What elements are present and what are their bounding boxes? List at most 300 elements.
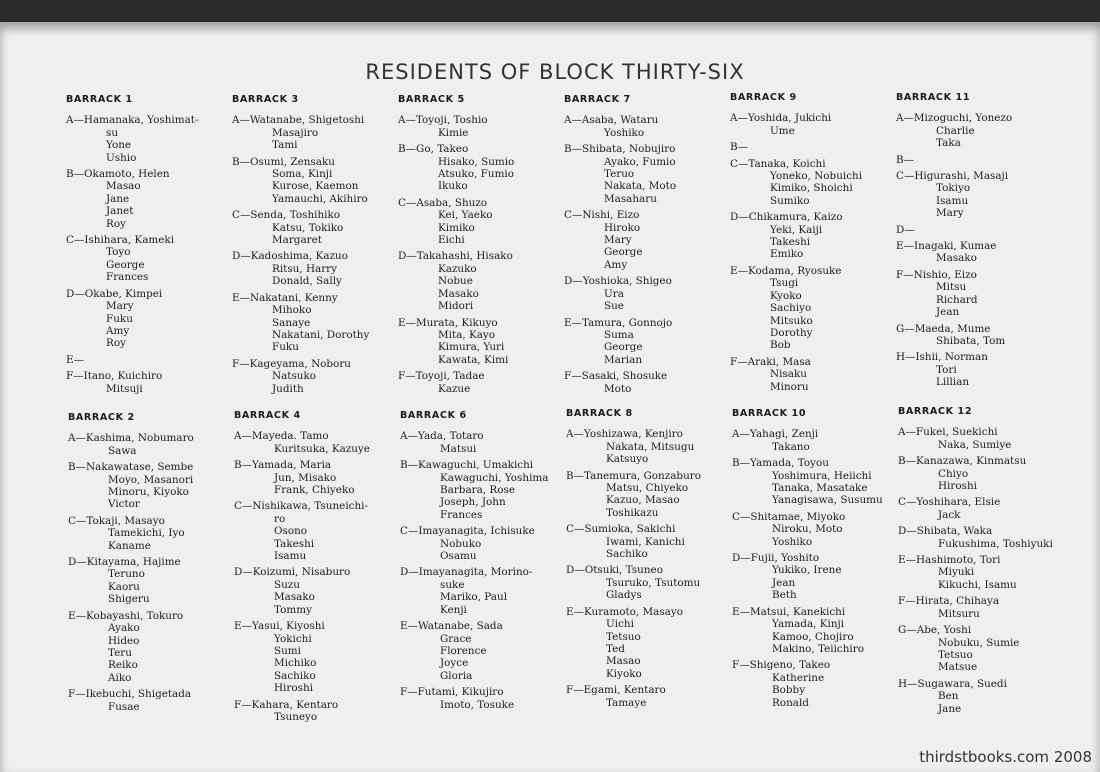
resident-name: Ted xyxy=(606,642,625,655)
room-head-name: C—Ishihara, Kameki xyxy=(66,234,175,247)
resident-name: Masako xyxy=(438,287,479,300)
resident-name: Yone xyxy=(106,139,132,152)
room-head-name: F—Futami, Kikujiro xyxy=(400,686,504,699)
room-entry xyxy=(398,197,566,247)
resident-name: George xyxy=(106,258,145,271)
room-entry xyxy=(896,323,1064,348)
room-head-name: D—Yoshioka, Shigeo xyxy=(564,275,672,288)
room-head-name: F—Sasaki, Shosuke xyxy=(564,370,668,383)
resident-name: Victor xyxy=(108,498,140,511)
resident-name: Tori xyxy=(936,363,957,376)
resident-name: Soma, Kinji xyxy=(272,168,333,181)
resident-name: Hideo xyxy=(108,634,140,647)
room-head-name: C—Tanaka, Koichi xyxy=(730,157,826,170)
resident-name: Judith xyxy=(272,382,304,395)
resident-name: ro xyxy=(274,512,286,525)
resident-name: Lillian xyxy=(936,376,970,389)
room-head-name: D—Chikamura, Kaizo xyxy=(730,211,843,224)
room-head-name: F—Itano, Kuichiro xyxy=(66,370,163,383)
resident-name: Kaoru xyxy=(108,580,140,593)
resident-name: Fuku xyxy=(272,341,299,354)
room-head-name: C—Yoshihara, Elsie xyxy=(898,496,1001,509)
room-entry xyxy=(232,292,400,354)
resident-name: Matsui xyxy=(440,442,477,455)
room-entry xyxy=(398,317,566,367)
room-entry xyxy=(898,455,1066,492)
room-head-name: F—Kahara, Kentaro xyxy=(234,698,339,711)
watermark: thirdstbooks.com 2008 xyxy=(919,748,1092,766)
resident-name: Tetsuo xyxy=(938,648,973,661)
resident-name: Isamu xyxy=(936,194,969,207)
resident-name: Ben xyxy=(938,690,959,703)
resident-name: Amy xyxy=(604,258,628,271)
room-head-name: F—Kageyama, Noboru xyxy=(232,357,351,370)
resident-name: Mita, Kayo xyxy=(438,328,496,341)
room-entry xyxy=(234,459,402,496)
resident-name: Kawaguchi, Yoshima xyxy=(440,471,549,484)
room-entry xyxy=(564,143,732,205)
room-head-name: A—Yoshida, Jukichi xyxy=(730,112,832,125)
room-head-name: F—Nishio, Eizo xyxy=(896,268,977,281)
resident-name: Ura xyxy=(604,287,624,300)
resident-name: Margaret xyxy=(272,234,322,247)
resident-name: Teruno xyxy=(108,568,145,581)
resident-name: Sanaye xyxy=(272,316,311,329)
resident-name: Nobuku, Sumie xyxy=(938,636,1020,649)
resident-name: Kazuo, Masao xyxy=(606,494,680,507)
room-entry xyxy=(398,143,566,193)
resident-name: Joseph, John xyxy=(440,496,506,509)
resident-name: Yoshimura, Heiichi xyxy=(772,469,872,482)
resident-name: Takeshi xyxy=(274,537,315,550)
room-entry xyxy=(234,566,402,616)
resident-name: Masao xyxy=(606,655,641,668)
room-entry xyxy=(400,459,568,521)
room-entry xyxy=(234,500,402,562)
room-head-name: F—Egami, Kentaro xyxy=(566,684,666,697)
resident-name: Beth xyxy=(772,589,797,602)
resident-name: Sawa xyxy=(108,444,137,457)
room-head-name: D—Otsuki, Tsuneo xyxy=(566,564,663,577)
room-head-name: F—Hirata, Chihaya xyxy=(898,595,1000,608)
resident-name: Frances xyxy=(440,508,483,521)
room-entry xyxy=(564,370,732,395)
room-head-name: B— xyxy=(730,141,749,154)
room-head-name: B—Kawaguchi, Umakichi xyxy=(400,459,534,472)
room-entry xyxy=(566,428,734,465)
barrack-title: BARRACK 12 xyxy=(898,406,973,417)
resident-name: Tommy xyxy=(274,603,312,616)
barrack-1 xyxy=(66,94,234,399)
room-entry xyxy=(564,275,732,312)
room-entry xyxy=(400,525,568,562)
barrack-title: BARRACK 11 xyxy=(896,92,971,103)
room-head-name: C—Sumioka, Sakichi xyxy=(566,523,676,536)
room-head-name: F—Toyoji, Tadae xyxy=(398,370,485,383)
resident-name: Frank, Chiyeko xyxy=(274,484,355,497)
room-head-name: D—Koizumi, Nisaburo xyxy=(234,566,351,579)
resident-name: Kazuko xyxy=(438,262,477,275)
resident-name: Reiko xyxy=(108,659,138,672)
room-head-name: C—Shitamae, Miyoko xyxy=(732,510,846,523)
room-head-name: B—Okamoto, Helen xyxy=(66,168,170,181)
room-entry xyxy=(898,624,1066,674)
resident-name: Fusae xyxy=(108,700,140,713)
room-entry xyxy=(66,370,234,395)
resident-name: Sumi xyxy=(274,644,301,657)
resident-name: George xyxy=(604,246,643,259)
barrack-4 xyxy=(234,410,402,727)
resident-name: Miyuki xyxy=(938,566,975,579)
room-entry xyxy=(732,552,900,602)
room-entry xyxy=(566,470,734,520)
room-head-name: C—Higurashi, Masaji xyxy=(896,170,1009,183)
room-head-name: C—Nishikawa, Tsuneichi- xyxy=(234,500,368,513)
resident-name: Yokichi xyxy=(274,632,312,645)
room-entry xyxy=(566,564,734,601)
room-head-name: C—Asaba, Shuzo xyxy=(398,196,488,209)
room-entry xyxy=(68,556,236,606)
barrack-8 xyxy=(566,408,734,713)
resident-name: Eichi xyxy=(438,234,465,247)
room-entry xyxy=(896,170,1064,220)
resident-name: Iwami, Kanichi xyxy=(606,535,685,548)
resident-name: Florence xyxy=(440,644,487,657)
resident-name: Nakata, Moto xyxy=(604,180,677,193)
resident-name: su xyxy=(106,126,119,139)
room-entry xyxy=(732,606,900,656)
resident-name: Sumiko xyxy=(770,194,810,207)
resident-name: Hiroko xyxy=(604,221,641,234)
resident-name: Mary xyxy=(106,300,134,313)
barrack-9 xyxy=(730,92,898,397)
resident-name: Masaharu xyxy=(604,192,657,205)
resident-name: Osamu xyxy=(440,550,477,563)
resident-name: Sachiko xyxy=(274,669,316,682)
resident-name: Gladys xyxy=(606,589,642,602)
resident-name: Yoshiko xyxy=(772,535,813,548)
barrack-6 xyxy=(400,410,568,715)
room-entry xyxy=(232,250,400,287)
resident-name: Midori xyxy=(438,300,474,313)
resident-name: Shigeru xyxy=(108,593,150,606)
room-entry xyxy=(564,209,732,271)
room-entry xyxy=(896,154,1064,166)
resident-name: Minoru, Kiyoko xyxy=(108,486,189,499)
resident-name: Roy xyxy=(106,217,126,230)
resident-name: Katsuyo xyxy=(606,453,649,466)
resident-name: Kimie xyxy=(438,126,469,139)
resident-name: Makino, Teiichiro xyxy=(772,642,864,655)
resident-name: Ayako xyxy=(108,622,140,635)
resident-name: Mitsu xyxy=(936,281,967,294)
room-entry xyxy=(730,211,898,261)
resident-name: Masako xyxy=(274,591,315,604)
room-head-name: B—Shibata, Nobujiro xyxy=(564,143,676,156)
barrack-title: BARRACK 5 xyxy=(398,94,465,105)
room-head-name: B—Yamada, Maria xyxy=(234,459,332,472)
resident-name: suke xyxy=(440,578,465,591)
resident-name: Naka, Sumiye xyxy=(938,438,1012,451)
room-head-name: C—Imayanagita, Ichisuke xyxy=(400,525,535,538)
room-head-name: B—Go, Takeo xyxy=(398,143,469,156)
resident-name: Moyo, Masanori xyxy=(108,473,194,486)
resident-name: Kei, Yaeko xyxy=(438,209,493,222)
resident-name: Tetsuo xyxy=(606,630,641,643)
room-head-name: E—Murata, Kikuyo xyxy=(398,316,498,329)
resident-name: Mary xyxy=(936,207,964,220)
resident-name: Yanagisawa, Susumu xyxy=(772,494,883,507)
room-head-name: A—Mizoguchi, Yonezo xyxy=(896,112,1013,125)
resident-name: Toyo xyxy=(106,246,131,259)
room-head-name: B—Nakawatase, Sembe xyxy=(68,461,194,474)
resident-name: Gloria xyxy=(440,669,473,682)
room-head-name: D—Shibata, Waka xyxy=(898,525,993,538)
resident-name: Imoto, Tosuke xyxy=(440,698,515,711)
room-head-name: E—Hashimoto, Tori xyxy=(898,554,1001,567)
room-entry xyxy=(898,426,1066,451)
resident-name: Osono xyxy=(274,525,308,538)
room-entry xyxy=(564,114,732,139)
room-entry xyxy=(68,610,236,684)
room-head-name: A—Toyoji, Toshio xyxy=(398,114,488,127)
room-entry xyxy=(898,678,1066,715)
resident-name: Shibata, Tom xyxy=(936,334,1006,347)
room-entry xyxy=(232,156,400,206)
room-head-name: E—Kuramoto, Masayo xyxy=(566,605,683,618)
room-entry xyxy=(730,356,898,393)
resident-name: Nobue xyxy=(438,275,473,288)
room-entry xyxy=(400,620,568,682)
resident-name: Natsuko xyxy=(272,370,317,383)
room-head-name: B—Osumi, Zensaku xyxy=(232,155,335,168)
resident-name: Yoneko, Nobuichi xyxy=(770,170,863,183)
resident-name: Niroku, Moto xyxy=(772,523,843,536)
resident-name: Kimiko, Shoichi xyxy=(770,182,853,195)
resident-name: Tanaka, Masatake xyxy=(772,482,868,495)
resident-name: Amy xyxy=(106,324,130,337)
barrack-title: BARRACK 8 xyxy=(566,408,633,419)
resident-name: Yoshiko xyxy=(604,126,645,139)
resident-name: Chiyo xyxy=(938,467,969,480)
resident-name: Yeki, Kaiji xyxy=(770,223,823,236)
room-head-name: A—Hamanaka, Yoshimat- xyxy=(66,114,199,127)
room-entry xyxy=(564,317,732,367)
resident-name: Jack xyxy=(938,508,961,521)
resident-name: Teru xyxy=(108,646,132,659)
room-entry xyxy=(898,525,1066,550)
room-head-name: G—Maeda, Mume xyxy=(896,322,991,335)
room-head-name: D—Takahashi, Hisako xyxy=(398,250,513,263)
room-head-name: F—Ikebuchi, Shigetada xyxy=(68,688,192,701)
room-entry xyxy=(398,370,566,395)
room-head-name: A—Mayeda. Tamo xyxy=(234,430,329,443)
room-head-name: D—Okabe, Kimpei xyxy=(66,287,163,300)
resident-name: Isamu xyxy=(274,550,307,563)
resident-name: Masajiro xyxy=(272,126,319,139)
resident-name: Charlie xyxy=(936,124,975,137)
resident-name: George xyxy=(604,341,643,354)
barrack-title: BARRACK 7 xyxy=(564,94,631,105)
room-head-name: A—Yoshizawa, Kenjiro xyxy=(566,428,683,441)
room-entry xyxy=(66,288,234,350)
resident-name: Uichi xyxy=(606,618,634,631)
barrack-3 xyxy=(232,94,400,399)
room-head-name: E—Kobayashi, Tokuro xyxy=(68,609,184,622)
room-head-name: E—Yasui, Kiyoshi xyxy=(234,620,325,633)
resident-name: Janet xyxy=(106,205,134,218)
resident-name: Emiko xyxy=(770,248,804,261)
page-title: RESIDENTS OF BLOCK THIRTY-SIX xyxy=(365,60,745,84)
resident-name: Tamekichi, Iyo xyxy=(108,527,185,540)
resident-name: Joyce xyxy=(440,657,469,670)
room-entry xyxy=(232,114,400,151)
resident-name: Jean xyxy=(936,306,960,319)
resident-name: Marian xyxy=(604,353,643,366)
resident-name: Ushio xyxy=(106,151,137,164)
room-head-name: A—Kashima, Nobumaro xyxy=(68,432,194,445)
resident-name: Tsuruko, Tsutomu xyxy=(606,576,701,589)
resident-name: Katsu, Tokiko xyxy=(272,221,344,234)
room-entry xyxy=(66,234,234,284)
resident-name: Mary xyxy=(604,234,632,247)
room-entry xyxy=(732,457,900,507)
resident-name: Yukiko, Irene xyxy=(772,564,842,577)
resident-name: Barbara, Rose xyxy=(440,484,515,497)
room-entry xyxy=(898,554,1066,591)
resident-name: Toshikazu xyxy=(606,506,659,519)
room-head-name: B—Yamada, Toyou xyxy=(732,457,829,470)
room-head-name: G—Abe, Yoshi xyxy=(898,624,972,637)
room-head-name: E—Nakatani, Kenny xyxy=(232,291,338,304)
room-head-name: H—Ishii, Norman xyxy=(896,351,988,364)
resident-name: Tsuneyo xyxy=(274,710,318,723)
resident-name: Michiko xyxy=(274,657,317,670)
room-head-name: A—Watanabe, Shigetoshi xyxy=(232,114,365,127)
barrack-7 xyxy=(564,94,732,399)
resident-name: Suma xyxy=(604,328,634,341)
room-entry xyxy=(730,112,898,137)
resident-name: Teruo xyxy=(604,168,635,181)
room-entry xyxy=(66,168,234,230)
room-entry xyxy=(66,114,234,164)
room-entry xyxy=(566,523,734,560)
resident-name: Kamoo, Chojiro xyxy=(772,630,854,643)
barrack-title: BARRACK 9 xyxy=(730,92,797,103)
resident-name: Mariko, Paul xyxy=(440,591,508,604)
room-entry xyxy=(730,141,898,153)
room-entry xyxy=(398,250,566,312)
room-head-name: D—Fujii, Yoshito xyxy=(732,552,820,565)
barrack-2 xyxy=(68,412,236,717)
room-head-name: D—Kitayama, Hajime xyxy=(68,556,181,569)
resident-name: Tokiyo xyxy=(936,182,971,195)
room-head-name: D— xyxy=(896,223,915,236)
resident-name: Nobuko xyxy=(440,537,482,550)
resident-name: Dorothy xyxy=(770,326,813,339)
resident-name: Aiko xyxy=(108,671,132,684)
resident-name: Kimura, Yuri xyxy=(438,341,505,354)
resident-name: Mitsuko xyxy=(770,314,813,327)
resident-name: Roy xyxy=(106,337,126,350)
document-page xyxy=(0,22,1100,772)
room-head-name: H—Sugawara, Suedi xyxy=(898,677,1007,690)
room-head-name: D—Imayanagita, Morino- xyxy=(400,566,533,579)
barrack-11 xyxy=(896,92,1064,393)
resident-name: Bob xyxy=(770,339,791,352)
resident-name: Ume xyxy=(770,124,795,137)
room-head-name: E—Tamura, Gonnojo xyxy=(564,316,673,329)
barrack-title: BARRACK 2 xyxy=(68,412,135,423)
room-entry xyxy=(896,240,1064,265)
room-entry xyxy=(898,496,1066,521)
room-head-name: D—Kadoshima, Kazuo xyxy=(232,250,348,263)
resident-name: Nisaku xyxy=(770,368,807,381)
resident-name: Atsuko, Fumio xyxy=(438,168,515,181)
room-entry xyxy=(896,269,1064,319)
room-entry xyxy=(896,112,1064,149)
barrack-12 xyxy=(898,406,1066,719)
resident-name: Kaname xyxy=(108,539,151,552)
barrack-title: BARRACK 3 xyxy=(232,94,299,105)
room-entry xyxy=(66,354,234,366)
resident-name: Kazue xyxy=(438,382,471,395)
resident-name: Ikuko xyxy=(438,180,468,193)
room-entry xyxy=(68,461,236,511)
room-head-name: E—Watanabe, Sada xyxy=(400,620,503,633)
room-entry xyxy=(898,595,1066,620)
room-head-name: A—Asaba, Wataru xyxy=(564,114,659,127)
resident-name: Takano xyxy=(772,440,810,453)
room-head-name: A—Yahagi, Zenji xyxy=(732,428,819,441)
room-head-name: B— xyxy=(896,153,915,166)
room-entry xyxy=(730,158,898,208)
room-entry xyxy=(68,688,236,713)
room-entry xyxy=(234,620,402,694)
barrack-title: BARRACK 1 xyxy=(66,94,133,105)
room-head-name: B—Kanazawa, Kinmatsu xyxy=(898,455,1027,468)
resident-name: Taka xyxy=(936,137,961,150)
room-entry xyxy=(566,606,734,680)
room-entry xyxy=(234,699,402,724)
barrack-title: BARRACK 6 xyxy=(400,410,467,421)
room-entry xyxy=(398,114,566,139)
room-entry xyxy=(400,566,568,616)
resident-name: Ayako, Fumio xyxy=(604,155,676,168)
room-head-name: F—Shigeno, Takeo xyxy=(732,659,831,672)
room-head-name: E—Inagaki, Kumae xyxy=(896,240,997,253)
resident-name: Masako xyxy=(936,252,977,265)
room-head-name: C—Tokaji, Masayo xyxy=(68,514,165,527)
room-head-name: A—Yada, Totaro xyxy=(400,430,484,443)
resident-name: Mihoko xyxy=(272,304,312,317)
resident-name: Tsugi xyxy=(770,277,799,290)
room-head-name: B—Tanemura, Gonzaburo xyxy=(566,469,701,482)
resident-name: Nakatani, Dorothy xyxy=(272,328,370,341)
resident-name: Kurose, Kaemon xyxy=(272,180,359,193)
room-head-name: C—Senda, Toshihiko xyxy=(232,209,341,222)
resident-name: Fuku xyxy=(106,312,133,325)
resident-name: Jean xyxy=(772,576,796,589)
resident-name: Masao xyxy=(106,180,141,193)
resident-name: Kikuchi, Isamu xyxy=(938,578,1017,591)
resident-name: Suzu xyxy=(274,578,300,591)
resident-name: Sue xyxy=(604,300,624,313)
room-entry xyxy=(896,224,1064,236)
resident-name: Tami xyxy=(272,139,298,152)
resident-name: Jane xyxy=(106,192,130,205)
room-entry xyxy=(732,659,900,709)
